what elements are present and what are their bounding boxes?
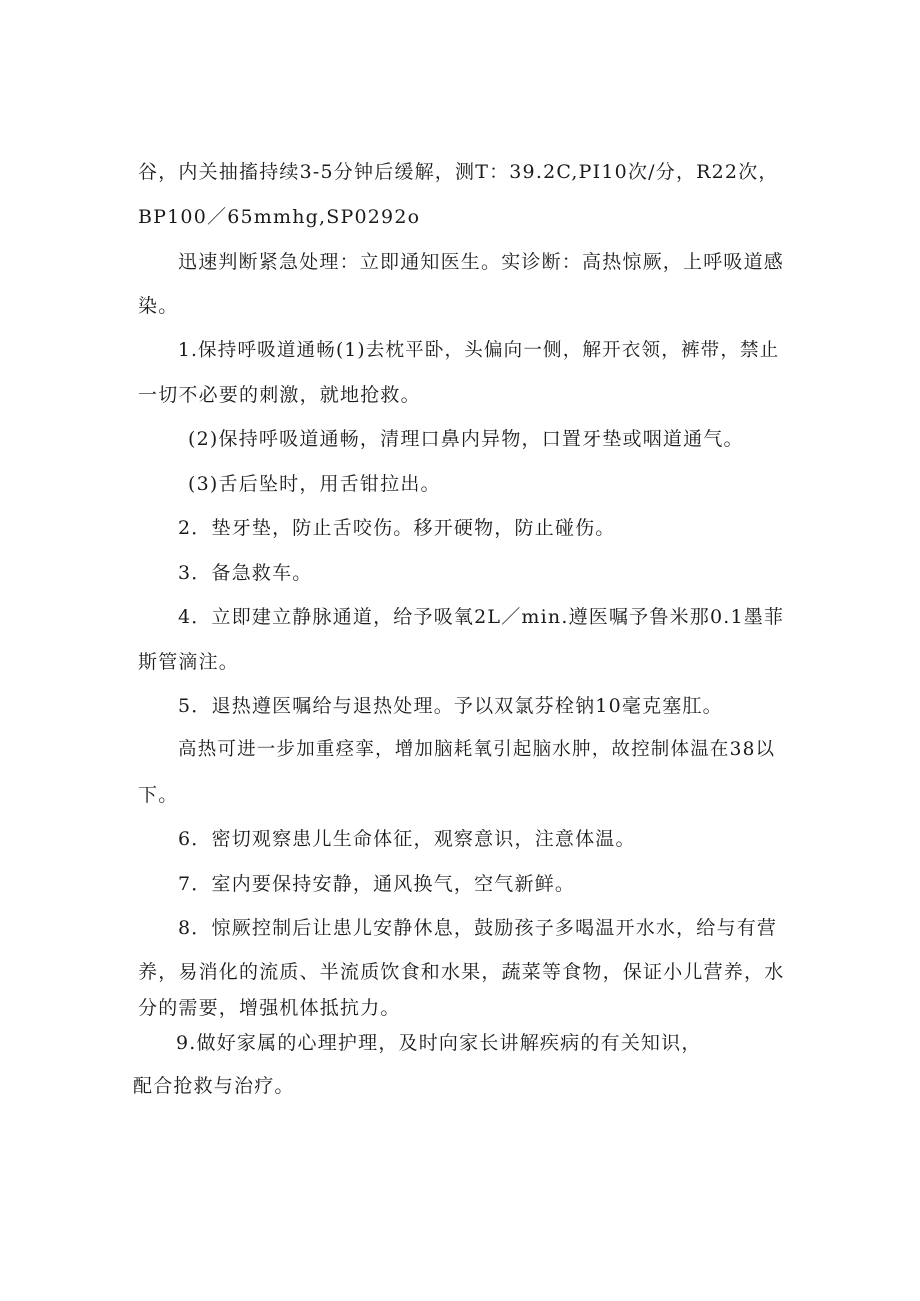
text-line: 6．密切观察患儿生命体征，观察意识，注意体温。 [178, 828, 636, 850]
text-line: 下。 [138, 784, 179, 806]
text-line: (3)舌后坠时，用舌钳拉出。 [188, 473, 441, 495]
text-line: 7．室内要保持安静，通风换气，空气新鲜。 [178, 873, 576, 895]
text-line: 1.保持呼吸道通畅(1)去枕平卧，头偏向一侧，解开衣领，裤带，禁止 [178, 340, 780, 361]
text-line: 8．惊厥控制后让患儿安静休息，鼓励孩子多喝温开水水，给与有营 [178, 917, 778, 939]
text-line: 5．退热遵医嘱给与退热处理。予以双氯芬栓钠10毫克塞肛。 [178, 695, 723, 717]
text-line: 养，易消化的流质、半流质饮食和水果，蔬菜等食物，保证小儿营养，水 [138, 961, 785, 983]
text-line: 高热可进一步加重痉挛，增加脑耗氧引起脑水肿，故控制体温在38以 [178, 739, 776, 760]
text-line: 一切不必要的刺激，就地抢救。 [138, 384, 421, 406]
text-line: BP100／65mmhg,SP0292o [138, 206, 421, 228]
text-line: 2．垫牙垫，防止舌咬伤。移开硬物，防止碰伤。 [178, 517, 616, 539]
text-line: 分的需要，增强机体抵抗力。 [138, 997, 401, 1019]
text-line: 配合抢救与治疗。 [133, 1075, 295, 1097]
text-line: 染。 [138, 295, 179, 317]
text-line: 谷，内关抽搐持续3-5分钟后缓解，测T：39.2C,PI10次/分，R22次， [138, 161, 779, 183]
text-line: 4．立即建立静脉通道，给予吸氧2L／min.遵医嘱予鲁米那0.1墨菲 [178, 606, 785, 628]
text-line: 9.做好家属的心理护理，及时向家长讲解疾病的有关知识， [176, 1032, 702, 1054]
text-line: 斯管滴注。 [138, 651, 240, 673]
text-line: 迅速判断紧急处理：立即通知医生。实诊断：高热惊厥，上呼吸道感 [178, 251, 785, 273]
text-line: (2)保持呼吸道通畅，清理口鼻内异物，口置牙垫或咽道通气。 [188, 428, 744, 450]
text-line: 3．备急救车。 [178, 562, 313, 584]
